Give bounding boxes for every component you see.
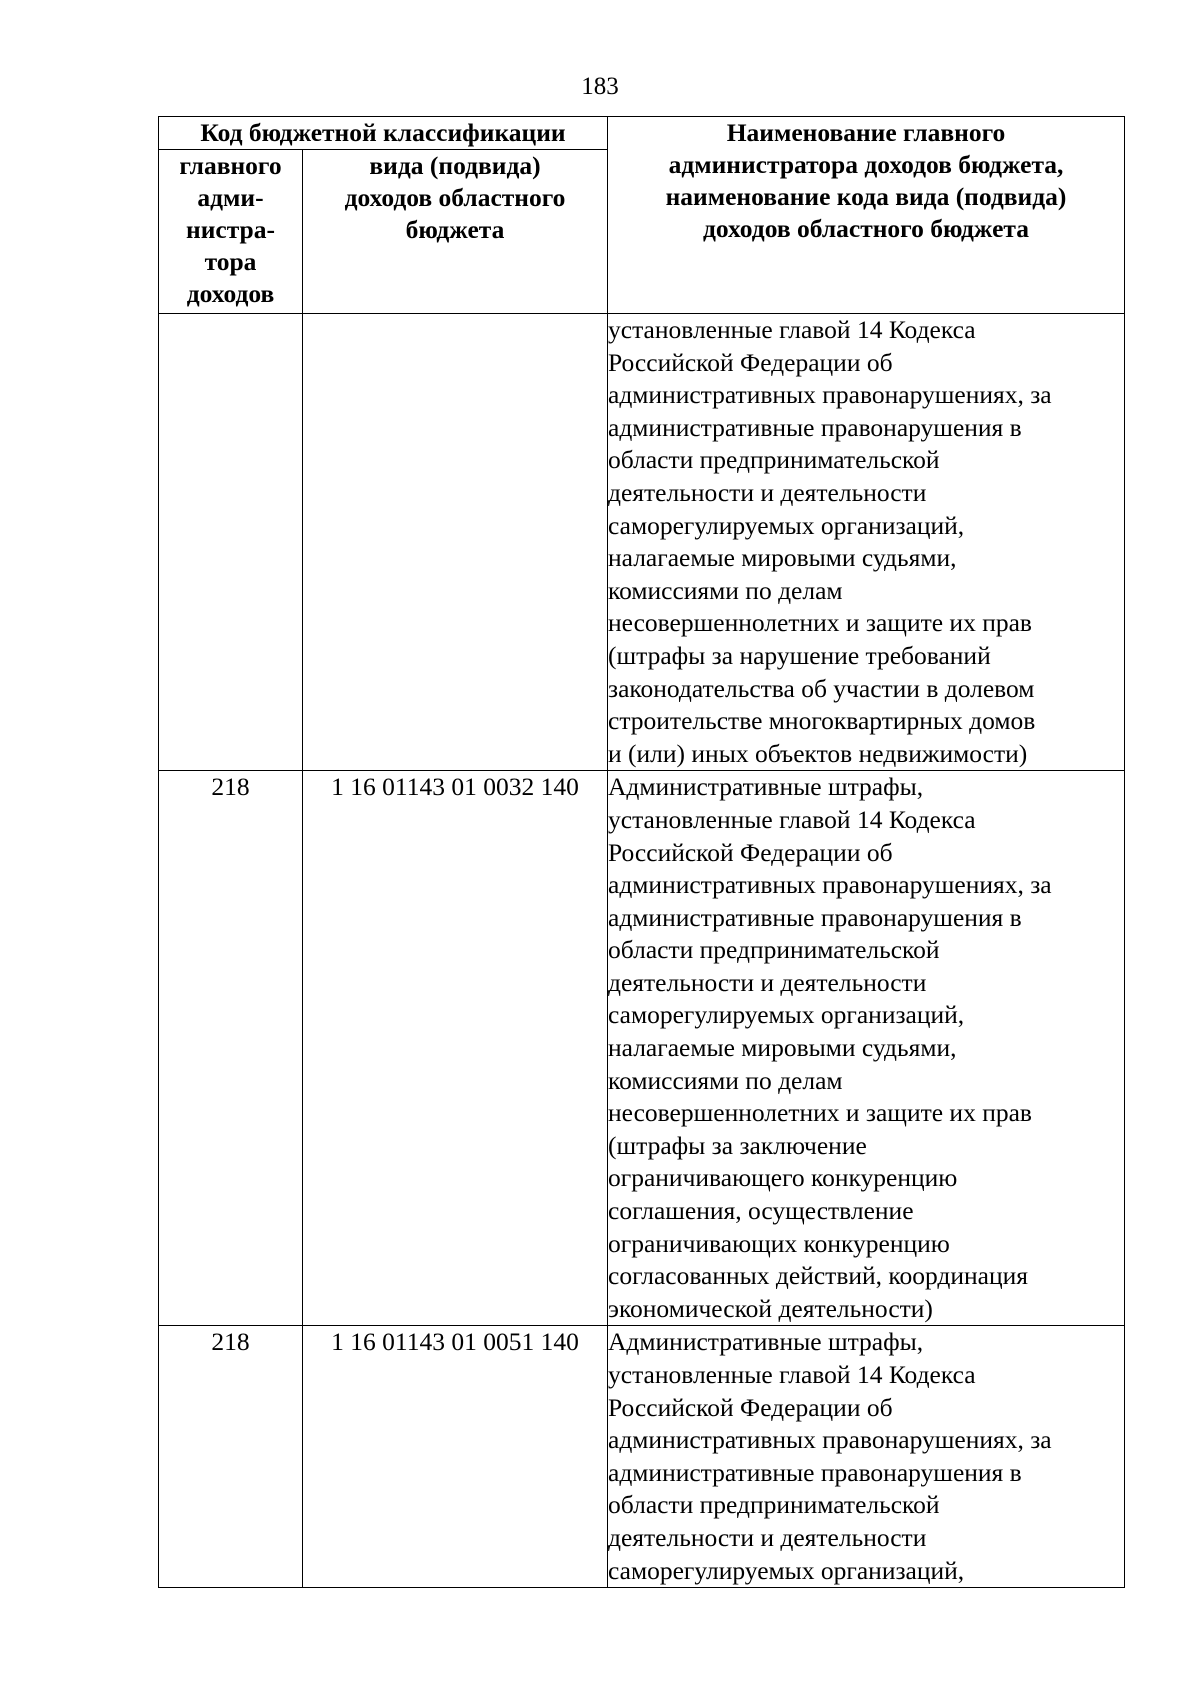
revenue-name-line: установленные главой 14 Кодекса [608, 1360, 976, 1389]
revenue-name-line: административных правонарушениях, за [608, 380, 1052, 410]
header-type-line: бюджета [405, 215, 505, 244]
header-type-line: доходов областного [344, 183, 566, 212]
revenue-name-line: Российской Федерации об [608, 837, 893, 867]
revenue-name-line: административных правонарушениях, за [608, 1425, 1052, 1455]
revenue-name-line: административные правонарушения в [608, 412, 1022, 442]
revenue-name-line: экономической деятельности) [608, 1293, 933, 1323]
revenue-name-line: области предпринимательской [608, 935, 940, 965]
revenue-name-line: (штрафы за нарушение требований [608, 640, 991, 670]
revenue-name-line: установленные главой 14 Кодекса [608, 804, 976, 834]
header-admin-line: доходов [186, 279, 275, 308]
revenue-name-line: комиссиями по делам [608, 575, 843, 605]
revenue-name-line: законодательства об участии в долевом [608, 673, 1035, 703]
revenue-name-line: и (или) иных объектов недвижимости) [608, 738, 1028, 768]
admin-code-cell: 218 [159, 1326, 303, 1588]
revenue-name-line: Административные штрафы, [608, 772, 924, 802]
revenue-name-line: саморегулируемых организаций, [608, 1000, 965, 1030]
revenue-name-line: административные правонарушения в [608, 1457, 1022, 1487]
revenue-name-line: деятельности и деятельности [608, 1522, 927, 1552]
revenue-name-line: саморегулируемых организаций, [608, 510, 965, 540]
table-row [159, 314, 1125, 771]
revenue-name-line: Российской Федерации об [608, 347, 893, 377]
revenue-name-line: Административные штрафы, [608, 1327, 924, 1357]
revenue-code-cell [303, 314, 608, 771]
revenue-name-line: саморегулируемых организаций, [608, 1555, 965, 1585]
revenue-name-line: соглашения, осуществление [608, 1196, 914, 1226]
header-admin-column [159, 150, 303, 314]
admin-code-cell: 218 [159, 771, 303, 1326]
revenue-name-line: ограничивающих конкуренцию [608, 1228, 950, 1258]
revenue-name-line: ограничивающего конкуренцию [608, 1163, 958, 1193]
admin-code-cell [159, 314, 303, 771]
header-name-line: наименование кода вида (подвида) [665, 182, 1067, 211]
page-number: 183 [581, 73, 619, 100]
revenue-name-cell [608, 771, 1125, 1326]
header-budget-classification-code: Код бюджетной классификации [159, 117, 608, 150]
revenue-code-cell: 1 16 01143 01 0032 140 [303, 771, 608, 1326]
revenue-name-line: (штрафы за заключение [608, 1130, 867, 1160]
header-admin-line: адми- [197, 183, 264, 212]
table-row [159, 1326, 1125, 1588]
revenue-name-line: деятельности и деятельности [608, 967, 927, 997]
revenue-name-line: области предпринимательской [608, 445, 940, 475]
budget-classification-table [158, 116, 1125, 1588]
revenue-name-line: деятельности и деятельности [608, 477, 927, 507]
revenue-name-cell [608, 1326, 1125, 1588]
header-name-line: Наименование главного [726, 118, 1006, 147]
revenue-name-line: строительстве многоквартирных домов [608, 706, 1036, 736]
header-type-line: вида (подвида) [369, 151, 541, 180]
table-header [159, 117, 1125, 314]
revenue-name-line: Российской Федерации об [608, 1392, 893, 1422]
header-admin-line: главного [179, 151, 282, 180]
header-name-line: доходов областного бюджета [703, 214, 1029, 243]
revenue-name-line: комиссиями по делам [608, 1065, 843, 1095]
header-name-line: администратора доходов бюджета, [668, 150, 1064, 179]
revenue-name-line: налагаемые мировыми судьями, [608, 543, 957, 573]
header-admin-line: нистра- [186, 215, 275, 244]
revenue-name-cell [608, 314, 1125, 771]
header-name-column [608, 117, 1125, 314]
revenue-name-line: несовершеннолетних и защите их прав [608, 1098, 1032, 1128]
revenue-name-line: административных правонарушениях, за [608, 870, 1052, 900]
table-body [159, 314, 1125, 1588]
revenue-name-line: области предпринимательской [608, 1490, 940, 1520]
revenue-name-line: согласованных действий, координация [608, 1261, 1029, 1291]
revenue-name-line: установленные главой 14 Кодекса [608, 315, 976, 344]
revenue-name-line: несовершеннолетних и защите их прав [608, 608, 1032, 638]
header-type-column [303, 150, 608, 314]
revenue-name-line: налагаемые мировыми судьями, [608, 1033, 957, 1063]
revenue-name-line: административные правонарушения в [608, 902, 1022, 932]
revenue-code-cell: 1 16 01143 01 0051 140 [303, 1326, 608, 1588]
header-admin-line: тора [204, 247, 257, 276]
table-row [159, 771, 1125, 1326]
